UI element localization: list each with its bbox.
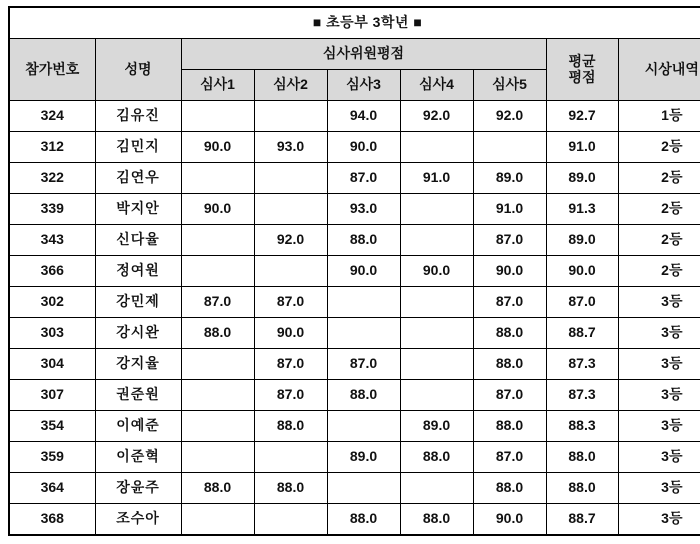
table-row <box>9 380 700 411</box>
cell-name: 김민지 <box>95 132 181 163</box>
cell-judge-1-score: 87.0 <box>181 287 254 318</box>
cell-award: 3등 <box>618 380 700 411</box>
cell-average: 88.3 <box>546 411 618 442</box>
cell-award: 3등 <box>618 473 700 504</box>
cell-judge-4-score: 92.0 <box>400 101 473 132</box>
cell-judge-2-score: 90.0 <box>254 318 327 349</box>
cell-judge-1-score: 88.0 <box>181 318 254 349</box>
cell-participant-no: 339 <box>9 194 95 225</box>
table-row <box>9 411 700 442</box>
cell-judge-3-score: 88.0 <box>327 380 400 411</box>
cell-average: 90.0 <box>546 256 618 287</box>
cell-judge-1-score: 90.0 <box>181 132 254 163</box>
cell-participant-no: 354 <box>9 411 95 442</box>
table-body <box>9 101 700 536</box>
cell-name: 김연우 <box>95 163 181 194</box>
col-average-line2: 평점 <box>568 68 596 85</box>
table-header <box>9 7 700 101</box>
cell-average: 88.7 <box>546 504 618 536</box>
cell-name: 강지율 <box>95 349 181 380</box>
cell-judge-5-score: 87.0 <box>473 225 546 256</box>
cell-average: 87.3 <box>546 349 618 380</box>
cell-award: 3등 <box>618 504 700 536</box>
cell-participant-no: 359 <box>9 442 95 473</box>
cell-judge-2-score <box>254 256 327 287</box>
title-row <box>9 7 700 39</box>
cell-name: 강시완 <box>95 318 181 349</box>
cell-judge-1-score <box>181 101 254 132</box>
cell-award: 2등 <box>618 132 700 163</box>
cell-judge-1-score <box>181 411 254 442</box>
cell-judge-4-score: 88.0 <box>400 442 473 473</box>
cell-judge-5-score: 88.0 <box>473 411 546 442</box>
cell-award: 3등 <box>618 318 700 349</box>
cell-average: 87.0 <box>546 287 618 318</box>
cell-name: 권준원 <box>95 380 181 411</box>
cell-award: 3등 <box>618 411 700 442</box>
cell-participant-no: 343 <box>9 225 95 256</box>
col-participant-no: 참가번호 <box>9 39 95 101</box>
cell-award: 2등 <box>618 256 700 287</box>
cell-judge-5-score: 88.0 <box>473 349 546 380</box>
cell-name: 이준혁 <box>95 442 181 473</box>
cell-judge-5-score: 88.0 <box>473 473 546 504</box>
cell-name: 김유진 <box>95 101 181 132</box>
cell-judge-1-score <box>181 349 254 380</box>
table-row <box>9 349 700 380</box>
cell-judge-3-score: 88.0 <box>327 504 400 536</box>
cell-judge-1-score: 88.0 <box>181 473 254 504</box>
cell-judge-5-score: 87.0 <box>473 442 546 473</box>
cell-average: 87.3 <box>546 380 618 411</box>
cell-average: 89.0 <box>546 225 618 256</box>
cell-award: 2등 <box>618 163 700 194</box>
cell-judge-5-score: 87.0 <box>473 287 546 318</box>
cell-judge-1-score <box>181 504 254 536</box>
cell-judge-3-score: 90.0 <box>327 132 400 163</box>
cell-award: 3등 <box>618 349 700 380</box>
cell-award: 2등 <box>618 194 700 225</box>
cell-judge-5-score: 87.0 <box>473 380 546 411</box>
cell-average: 91.3 <box>546 194 618 225</box>
table-row <box>9 287 700 318</box>
cell-judge-4-score <box>400 132 473 163</box>
cell-award: 3등 <box>618 442 700 473</box>
cell-judge-1-score <box>181 256 254 287</box>
cell-judge-4-score: 91.0 <box>400 163 473 194</box>
col-judges-group: 심사위원평점 <box>181 39 546 70</box>
cell-judge-5-score <box>473 132 546 163</box>
table-row <box>9 318 700 349</box>
cell-name: 조수아 <box>95 504 181 536</box>
cell-judge-5-score: 88.0 <box>473 318 546 349</box>
cell-judge-2-score <box>254 504 327 536</box>
cell-name: 강민제 <box>95 287 181 318</box>
cell-name: 신다율 <box>95 225 181 256</box>
cell-participant-no: 302 <box>9 287 95 318</box>
cell-average: 88.7 <box>546 318 618 349</box>
cell-judge-2-score: 88.0 <box>254 411 327 442</box>
cell-judge-3-score <box>327 318 400 349</box>
cell-judge-4-score <box>400 473 473 504</box>
cell-participant-no: 304 <box>9 349 95 380</box>
col-award: 시상내역 <box>618 39 700 101</box>
cell-judge-1-score <box>181 225 254 256</box>
cell-judge-4-score: 88.0 <box>400 504 473 536</box>
cell-judge-5-score: 91.0 <box>473 194 546 225</box>
cell-participant-no: 307 <box>9 380 95 411</box>
col-judge-2: 심사2 <box>254 70 327 101</box>
cell-judge-2-score: 93.0 <box>254 132 327 163</box>
cell-participant-no: 368 <box>9 504 95 536</box>
cell-judge-4-score <box>400 349 473 380</box>
cell-average: 89.0 <box>546 163 618 194</box>
cell-award: 1등 <box>618 101 700 132</box>
cell-judge-4-score: 90.0 <box>400 256 473 287</box>
table-row <box>9 256 700 287</box>
cell-average: 88.0 <box>546 473 618 504</box>
cell-name: 박지안 <box>95 194 181 225</box>
table-row <box>9 225 700 256</box>
cell-judge-4-score <box>400 194 473 225</box>
cell-participant-no: 322 <box>9 163 95 194</box>
cell-judge-3-score: 87.0 <box>327 163 400 194</box>
cell-judge-5-score: 92.0 <box>473 101 546 132</box>
col-judge-3: 심사3 <box>327 70 400 101</box>
cell-participant-no: 324 <box>9 101 95 132</box>
cell-judge-3-score <box>327 411 400 442</box>
table-row <box>9 101 700 132</box>
col-judge-4: 심사4 <box>400 70 473 101</box>
table-row <box>9 473 700 504</box>
cell-judge-2-score: 87.0 <box>254 287 327 318</box>
cell-participant-no: 364 <box>9 473 95 504</box>
cell-judge-2-score: 88.0 <box>254 473 327 504</box>
cell-judge-3-score: 89.0 <box>327 442 400 473</box>
cell-judge-3-score: 93.0 <box>327 194 400 225</box>
cell-judge-2-score: 92.0 <box>254 225 327 256</box>
table-row <box>9 163 700 194</box>
cell-judge-2-score <box>254 163 327 194</box>
header-row-top <box>9 39 700 70</box>
col-judge-5: 심사5 <box>473 70 546 101</box>
table-row <box>9 442 700 473</box>
results-table <box>8 6 700 536</box>
cell-judge-3-score: 90.0 <box>327 256 400 287</box>
cell-judge-4-score <box>400 287 473 318</box>
col-judge-1: 심사1 <box>181 70 254 101</box>
page-title: ■ 초등부 3학년 ■ <box>9 7 700 39</box>
cell-judge-1-score <box>181 380 254 411</box>
cell-judge-3-score: 88.0 <box>327 225 400 256</box>
cell-participant-no: 303 <box>9 318 95 349</box>
cell-judge-4-score: 89.0 <box>400 411 473 442</box>
cell-judge-2-score <box>254 194 327 225</box>
cell-judge-3-score <box>327 473 400 504</box>
cell-judge-5-score: 89.0 <box>473 163 546 194</box>
cell-average: 92.7 <box>546 101 618 132</box>
cell-judge-5-score: 90.0 <box>473 256 546 287</box>
cell-judge-4-score <box>400 225 473 256</box>
cell-name: 정여원 <box>95 256 181 287</box>
table-row <box>9 194 700 225</box>
cell-average: 91.0 <box>546 132 618 163</box>
cell-judge-2-score: 87.0 <box>254 349 327 380</box>
cell-judge-4-score <box>400 318 473 349</box>
cell-name: 이예준 <box>95 411 181 442</box>
cell-participant-no: 366 <box>9 256 95 287</box>
col-name: 성명 <box>95 39 181 101</box>
cell-name: 장윤주 <box>95 473 181 504</box>
cell-judge-4-score <box>400 380 473 411</box>
cell-judge-5-score: 90.0 <box>473 504 546 536</box>
cell-judge-3-score: 87.0 <box>327 349 400 380</box>
cell-judge-3-score: 94.0 <box>327 101 400 132</box>
col-average <box>546 39 618 101</box>
cell-judge-1-score <box>181 163 254 194</box>
cell-judge-1-score: 90.0 <box>181 194 254 225</box>
cell-judge-2-score: 87.0 <box>254 380 327 411</box>
cell-judge-2-score <box>254 442 327 473</box>
cell-award: 2등 <box>618 225 700 256</box>
cell-judge-1-score <box>181 442 254 473</box>
cell-judge-2-score <box>254 101 327 132</box>
cell-award: 3등 <box>618 287 700 318</box>
table-row <box>9 132 700 163</box>
cell-participant-no: 312 <box>9 132 95 163</box>
cell-judge-3-score <box>327 287 400 318</box>
table-row <box>9 504 700 536</box>
col-average-line1: 평균 <box>568 53 596 70</box>
cell-average: 88.0 <box>546 442 618 473</box>
